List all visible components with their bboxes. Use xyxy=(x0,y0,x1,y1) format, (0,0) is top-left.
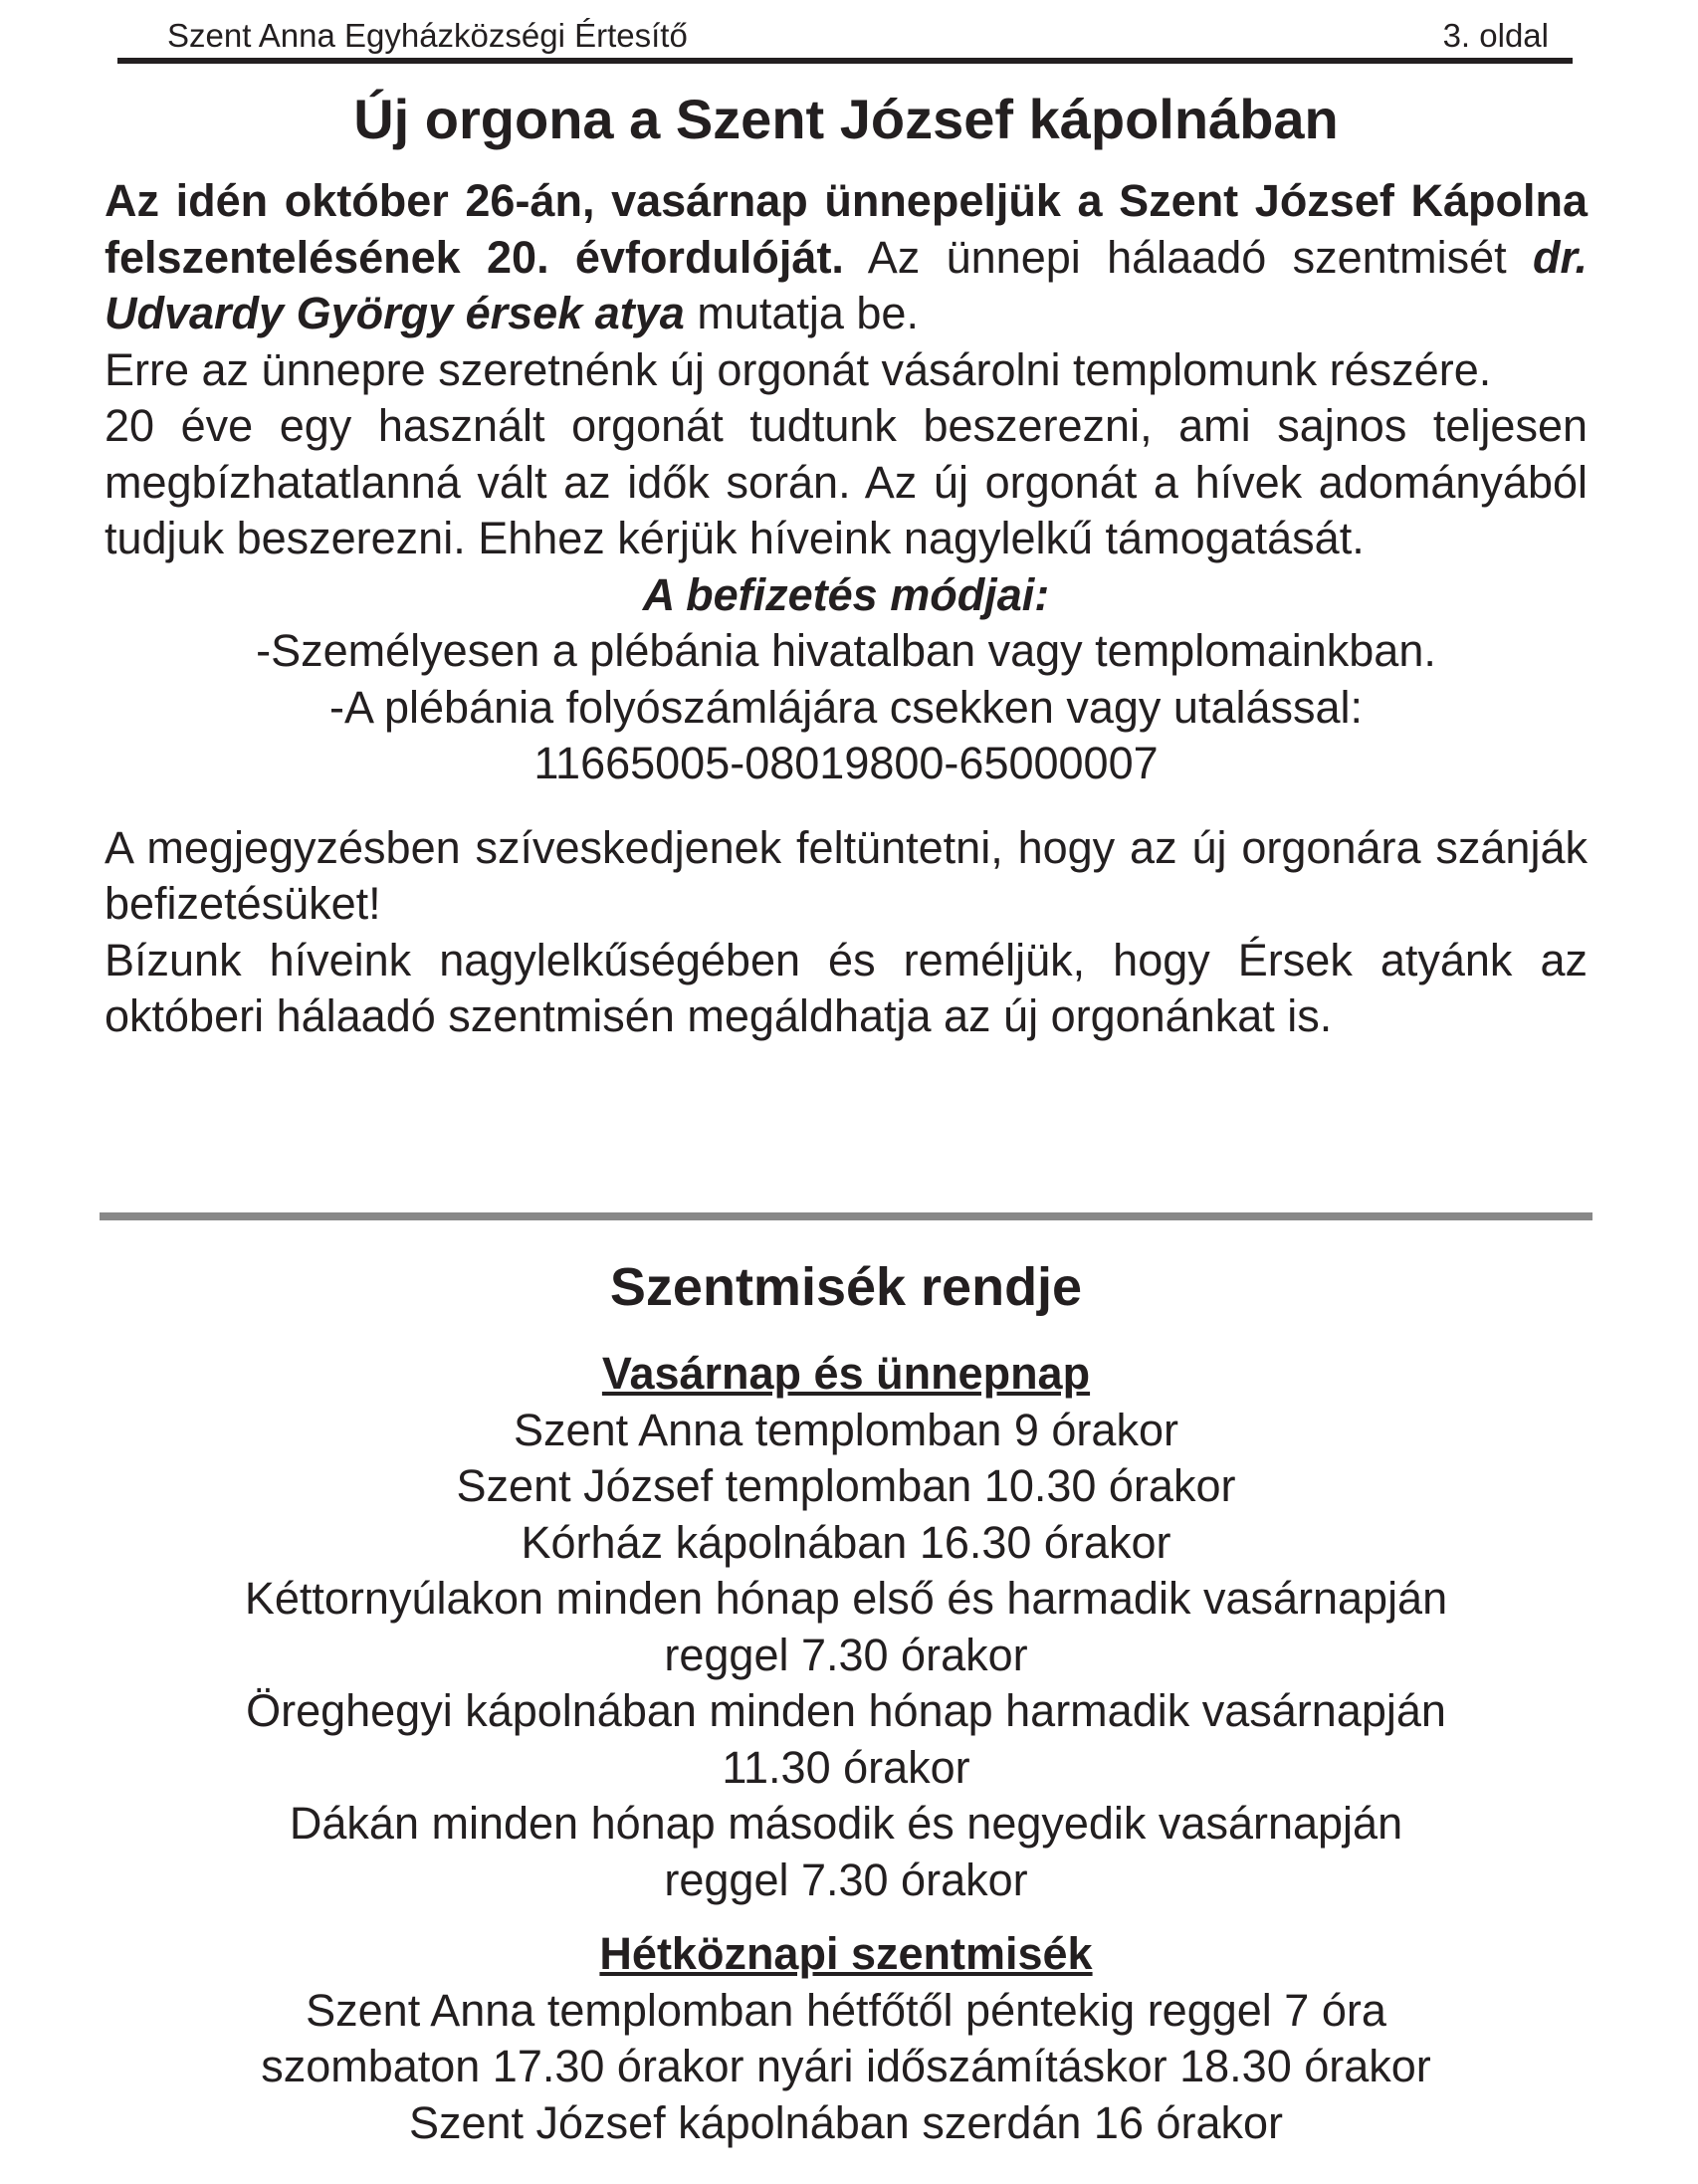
schedule-line: Szent József kápolnában szerdán 16 órakor xyxy=(408,2096,1284,2148)
article-title: Új orgona a Szent József kápolnában xyxy=(353,88,1339,150)
weekday-heading: Hétköznapi szentmisék xyxy=(599,1928,1093,1979)
wish-paragraph: Erre az ünnepre szeretnénk új orgonát vásárolni templomunk részére. xyxy=(105,343,1492,395)
schedule-line: Kórház kápolnában 16.30 órakor xyxy=(521,1516,1171,1568)
schedule-line: szombaton 17.30 órakor nyári időszámításkor 18.30 órakor xyxy=(261,2041,1431,2091)
schedule-line: Szent Anna templomban 9 órakor xyxy=(514,1404,1178,1455)
sunday-heading: Vasárnap és ünnepnap xyxy=(601,1348,1091,1399)
schedule-line: reggel 7.30 órakor xyxy=(664,1854,1028,1905)
schedule-line: 11.30 órakor xyxy=(722,1741,970,1793)
schedule-line: reggel 7.30 órakor xyxy=(664,1629,1028,1680)
celebrant-name: dr. Udvardy György érsek atya xyxy=(105,231,1589,338)
intro-paragraph xyxy=(105,173,1588,342)
note-paragraph: A megjegyzésben szíveskedjenek feltüntetni, hogy az új orgonára szánják befizetésüket! xyxy=(105,821,1588,929)
schedule-line: Öreghegyi kápolnában minden hónap harmadik vasárnapján xyxy=(246,1685,1446,1736)
schedule-line: Kéttornyúlakon minden hónap első és harmadik vasárnapján xyxy=(244,1573,1448,1624)
schedule-line: Szent József templomban 10.30 órakor xyxy=(456,1460,1236,1511)
page-header xyxy=(117,14,1573,58)
intro-text-a: Az ünnepi hálaadó szentmisét xyxy=(843,231,1533,283)
history-paragraph: 20 éve egy használt orgonát tudtunk beszerezni, ami sajnos teljesen megbízhatatlanná vált az idők során. Az új orgonát a hívek adományából tudjuk beszerezni. Ehhez kérjük híveink nagylelkű támogatását. xyxy=(105,400,1588,563)
organ-article xyxy=(105,76,1588,1045)
mass-schedule-title: Szentmisék rendje xyxy=(609,1257,1083,1317)
publication-title: Szent Anna Egyházközségi Értesítő xyxy=(167,17,688,54)
bank-account-number: 11665005-08019800-65000007 xyxy=(533,738,1159,788)
mass-schedule-section xyxy=(100,1246,1592,2151)
page-number: 3. oldal xyxy=(1442,17,1549,54)
closing-paragraph: Bízunk híveink nagylelkűségében és reméljük, hogy Érsek atyánk az októberi hálaadó szentmisén megáldhatja az új orgonánkat is. xyxy=(105,934,1588,1041)
payment-line: -Személyesen a plébánia hivatalban vagy templomainkban. xyxy=(256,625,1436,676)
header-rule xyxy=(117,58,1573,64)
payment-line: -A plébánia folyószámlájára csekken vagy utalással: xyxy=(328,681,1364,733)
section-divider xyxy=(100,1212,1592,1220)
payment-methods xyxy=(105,567,1588,792)
intro-bold-text: Az idén október 26-án, vasárnap ünnepeljük a Szent József Kápolna felszentelésének 20. évfordulóját. xyxy=(105,175,1588,283)
schedule-line: Szent Anna templomban hétfőtől péntekig reggel 7 óra xyxy=(306,1984,1386,2036)
payment-heading: A befizetés módjai: xyxy=(642,568,1050,620)
schedule-line: Dákán minden hónap második és negyedik vasárnapján xyxy=(289,1798,1403,1849)
intro-text-b: mutatja be. xyxy=(684,288,919,338)
